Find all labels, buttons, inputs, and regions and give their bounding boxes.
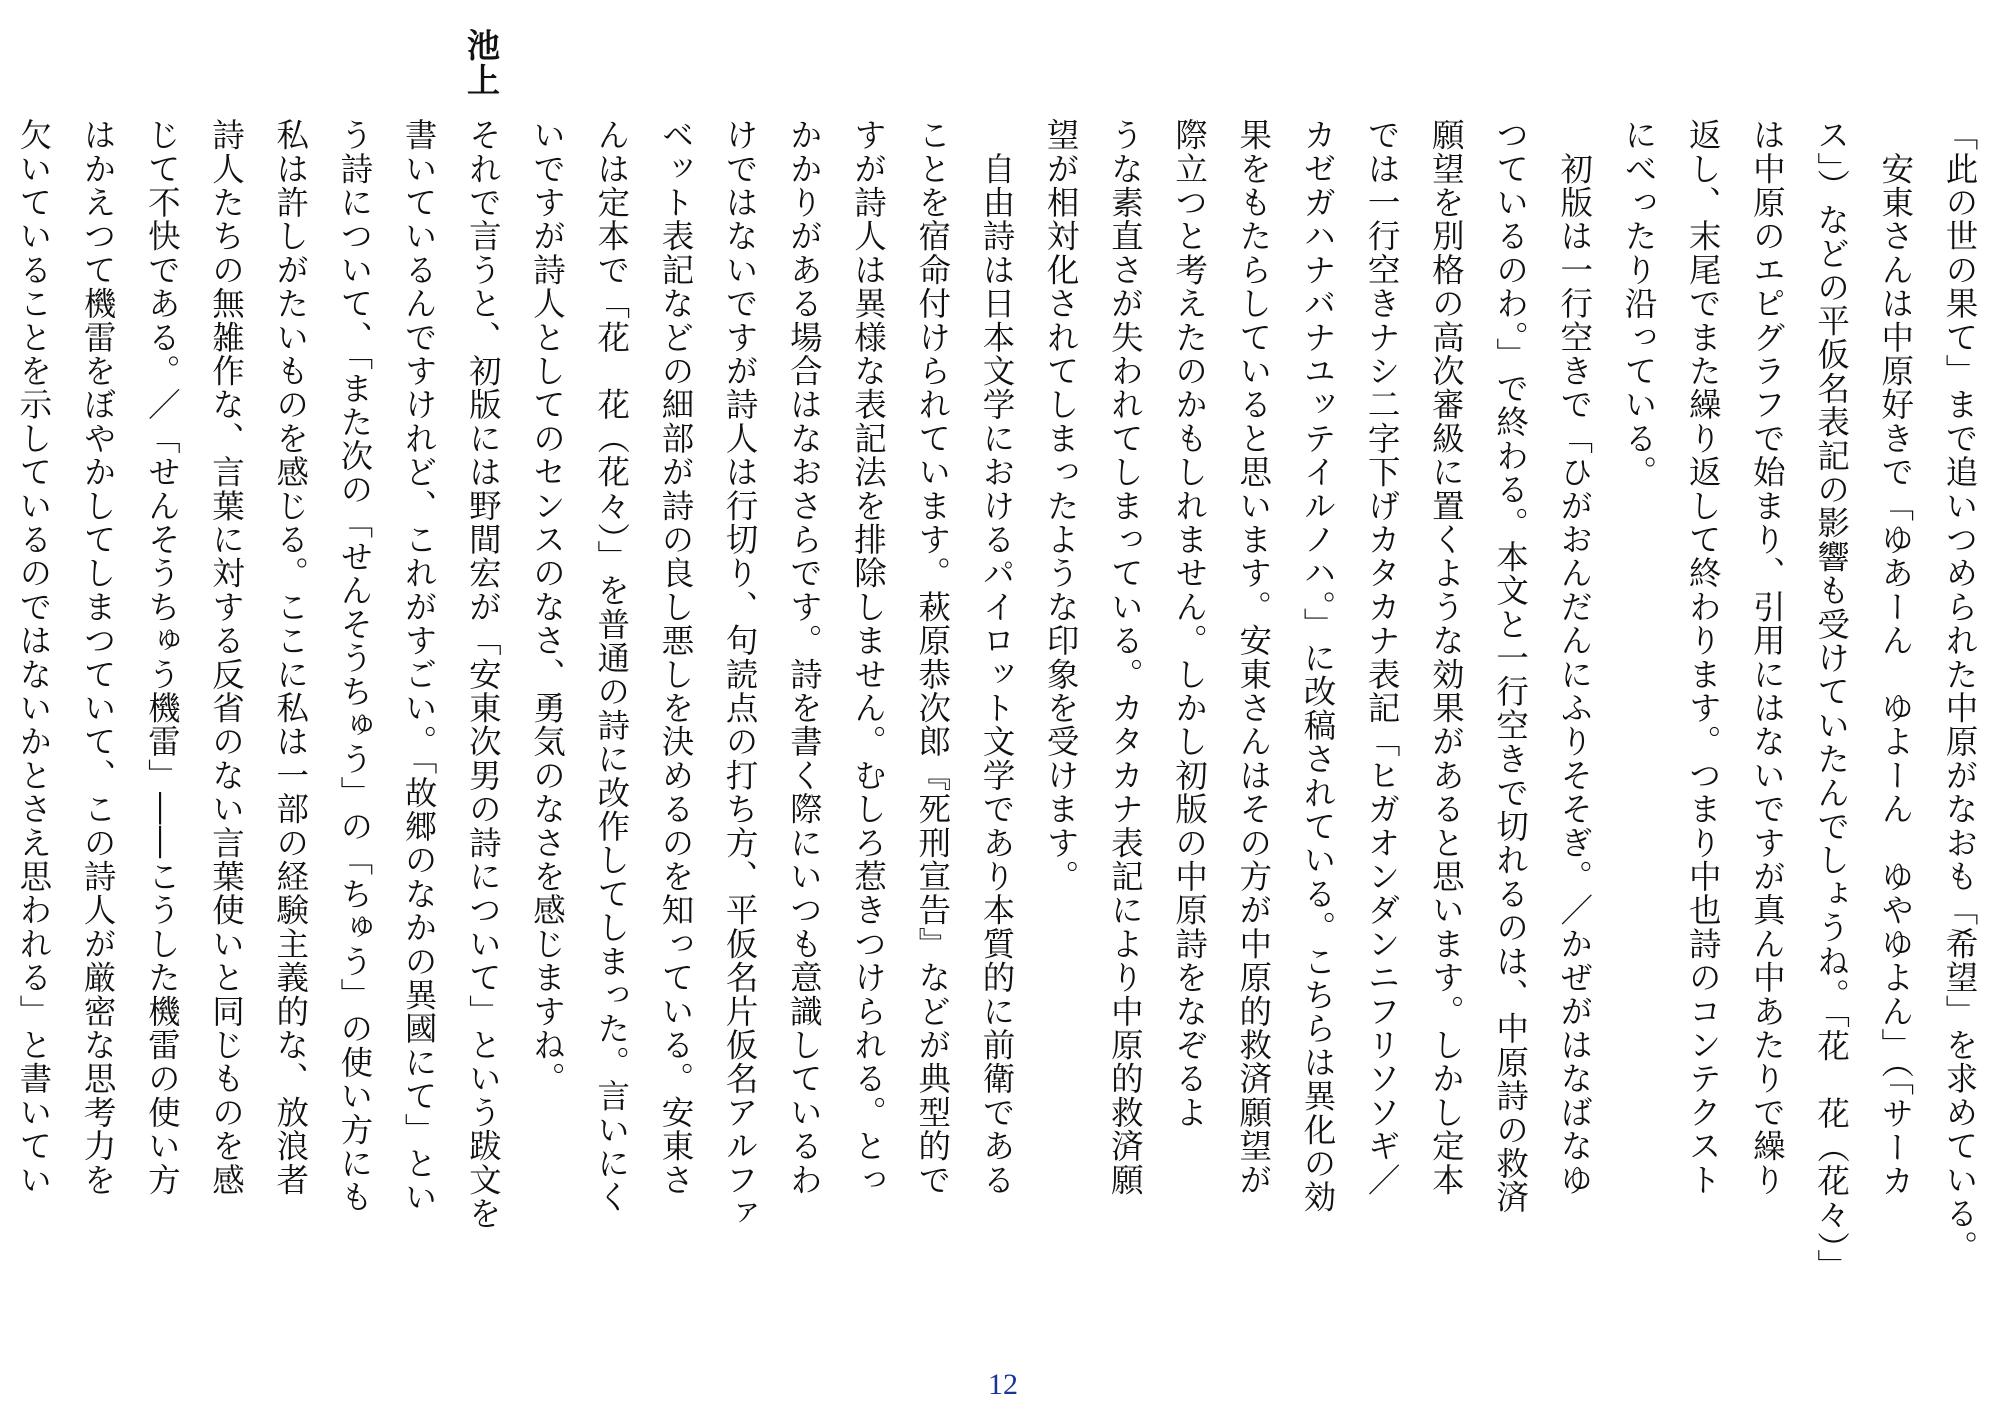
text-line: うな素直さが失われてしまっている。カタカナ表記により中原的救済願: [1106, 118, 1145, 1197]
text-line: 望が相対化されてしまったような印象を受けます。: [1042, 118, 1081, 894]
text-line: 欠いていることを示しているのではないかとさえ思われる」と書いてい: [14, 118, 53, 1197]
text-line: ベット表記などの細部が詩の良し悪しを決めるのを知っている。安東さ: [656, 118, 695, 1197]
text-line: 際立つと考えたのかもしれません。しかし初版の中原詩をなぞるよ: [1170, 118, 1209, 1129]
speaker-label: 池上: [462, 28, 501, 98]
text-line: 初版は一行空きで「ひがおんだんにふりそそぎ。／かぜがはなばなゆ: [1555, 118, 1594, 1197]
text-line: 安東さんは中原好きで「ゆあーん ゆよーん ゆやゆよん」（「サーカ: [1876, 118, 1915, 1198]
text-line: すが詩人は異様な表記法を排除しません。むしろ惹きつけられる。とっ: [849, 118, 888, 1197]
text-line: じて不快である。／「せんそうちゅう機雷」――こうした機雷の使い方: [143, 118, 182, 1197]
text-line: 書いているんですけれど、これがすごい。「故郷のなかの異國にて」とい: [400, 118, 439, 1214]
text-line: 詩人たちの無雑作な、言葉に対する反省のない言葉使いと同じものを感: [207, 118, 246, 1197]
text-line: は中原のエピグラフで始まり、引用にはないですが真ん中あたりで繰り: [1748, 118, 1787, 1197]
text-line: では一行空きナシ二字下げカタカナ表記「ヒガオンダンニフリソソギ／: [1363, 118, 1402, 1197]
text-line: はかえつて機雷をぼやかしてしまつていて、この詩人が厳密な思考力を: [79, 118, 118, 1197]
text-line: 果をもたらしていると思います。安東さんはその方が中原的救済願望が: [1234, 118, 1273, 1197]
text-line: にべったり沿っている。: [1619, 118, 1658, 489]
text-line: つているのわ。」で終わる。本文と一行空きで切れるのは、中原詩の救済: [1491, 118, 1530, 1214]
text-line: 願望を別格の高次審級に置くような効果があると思います。しかし定本: [1427, 118, 1466, 1197]
text-line: 返し、末尾でまた繰り返して終わります。つまり中也詩のコンテクスト: [1684, 118, 1723, 1197]
text-line: かかりがある場合はなおさらです。詩を書く際にいつも意識しているわ: [785, 118, 824, 1197]
text-line: 「此の世の果て」まで追いつめられた中原がなおも「希望」を求めている。: [1941, 118, 1979, 1264]
text-line: う詩について、「また次の「せんそうちゅう」の「ちゅう」の使い方にも: [335, 118, 374, 1214]
text-line: それで言うと、初版には野間宏が「安東次男の詩について」という跋文を: [464, 118, 503, 1231]
text-line: 自由詩は日本文学におけるパイロット文学であり本質的に前衛である: [977, 118, 1016, 1197]
body-text: [2, 118, 1992, 1358]
text-line: ス」）などの平仮名表記の影響も受けていたんでしょうね。「花 花（花々）」: [1812, 118, 1851, 1283]
text-line: 私は許しがたいものを感じる。ここに私は一部の経験主義的な、放浪者: [271, 118, 310, 1197]
text-line: いですが詩人としてのセンスのなさ、勇気のなさを感じますね。: [528, 118, 567, 1096]
text-line: カゼガハナバナユッテイルノハ。」に改稿されている。こちらは異化の効: [1298, 118, 1337, 1214]
page-number: 12: [988, 1368, 1018, 1401]
text-line: ことを宿命付けられています。萩原恭次郎『死刑宣告』などが典型的で: [913, 118, 952, 1197]
text-line: けではないですが詩人は行切り、句読点の打ち方、平仮名片仮名アルファ: [721, 118, 760, 1231]
text-line: んは定本で「花 花（花々）」を普通の詩に改作してしまった。言いにく: [592, 118, 631, 1214]
